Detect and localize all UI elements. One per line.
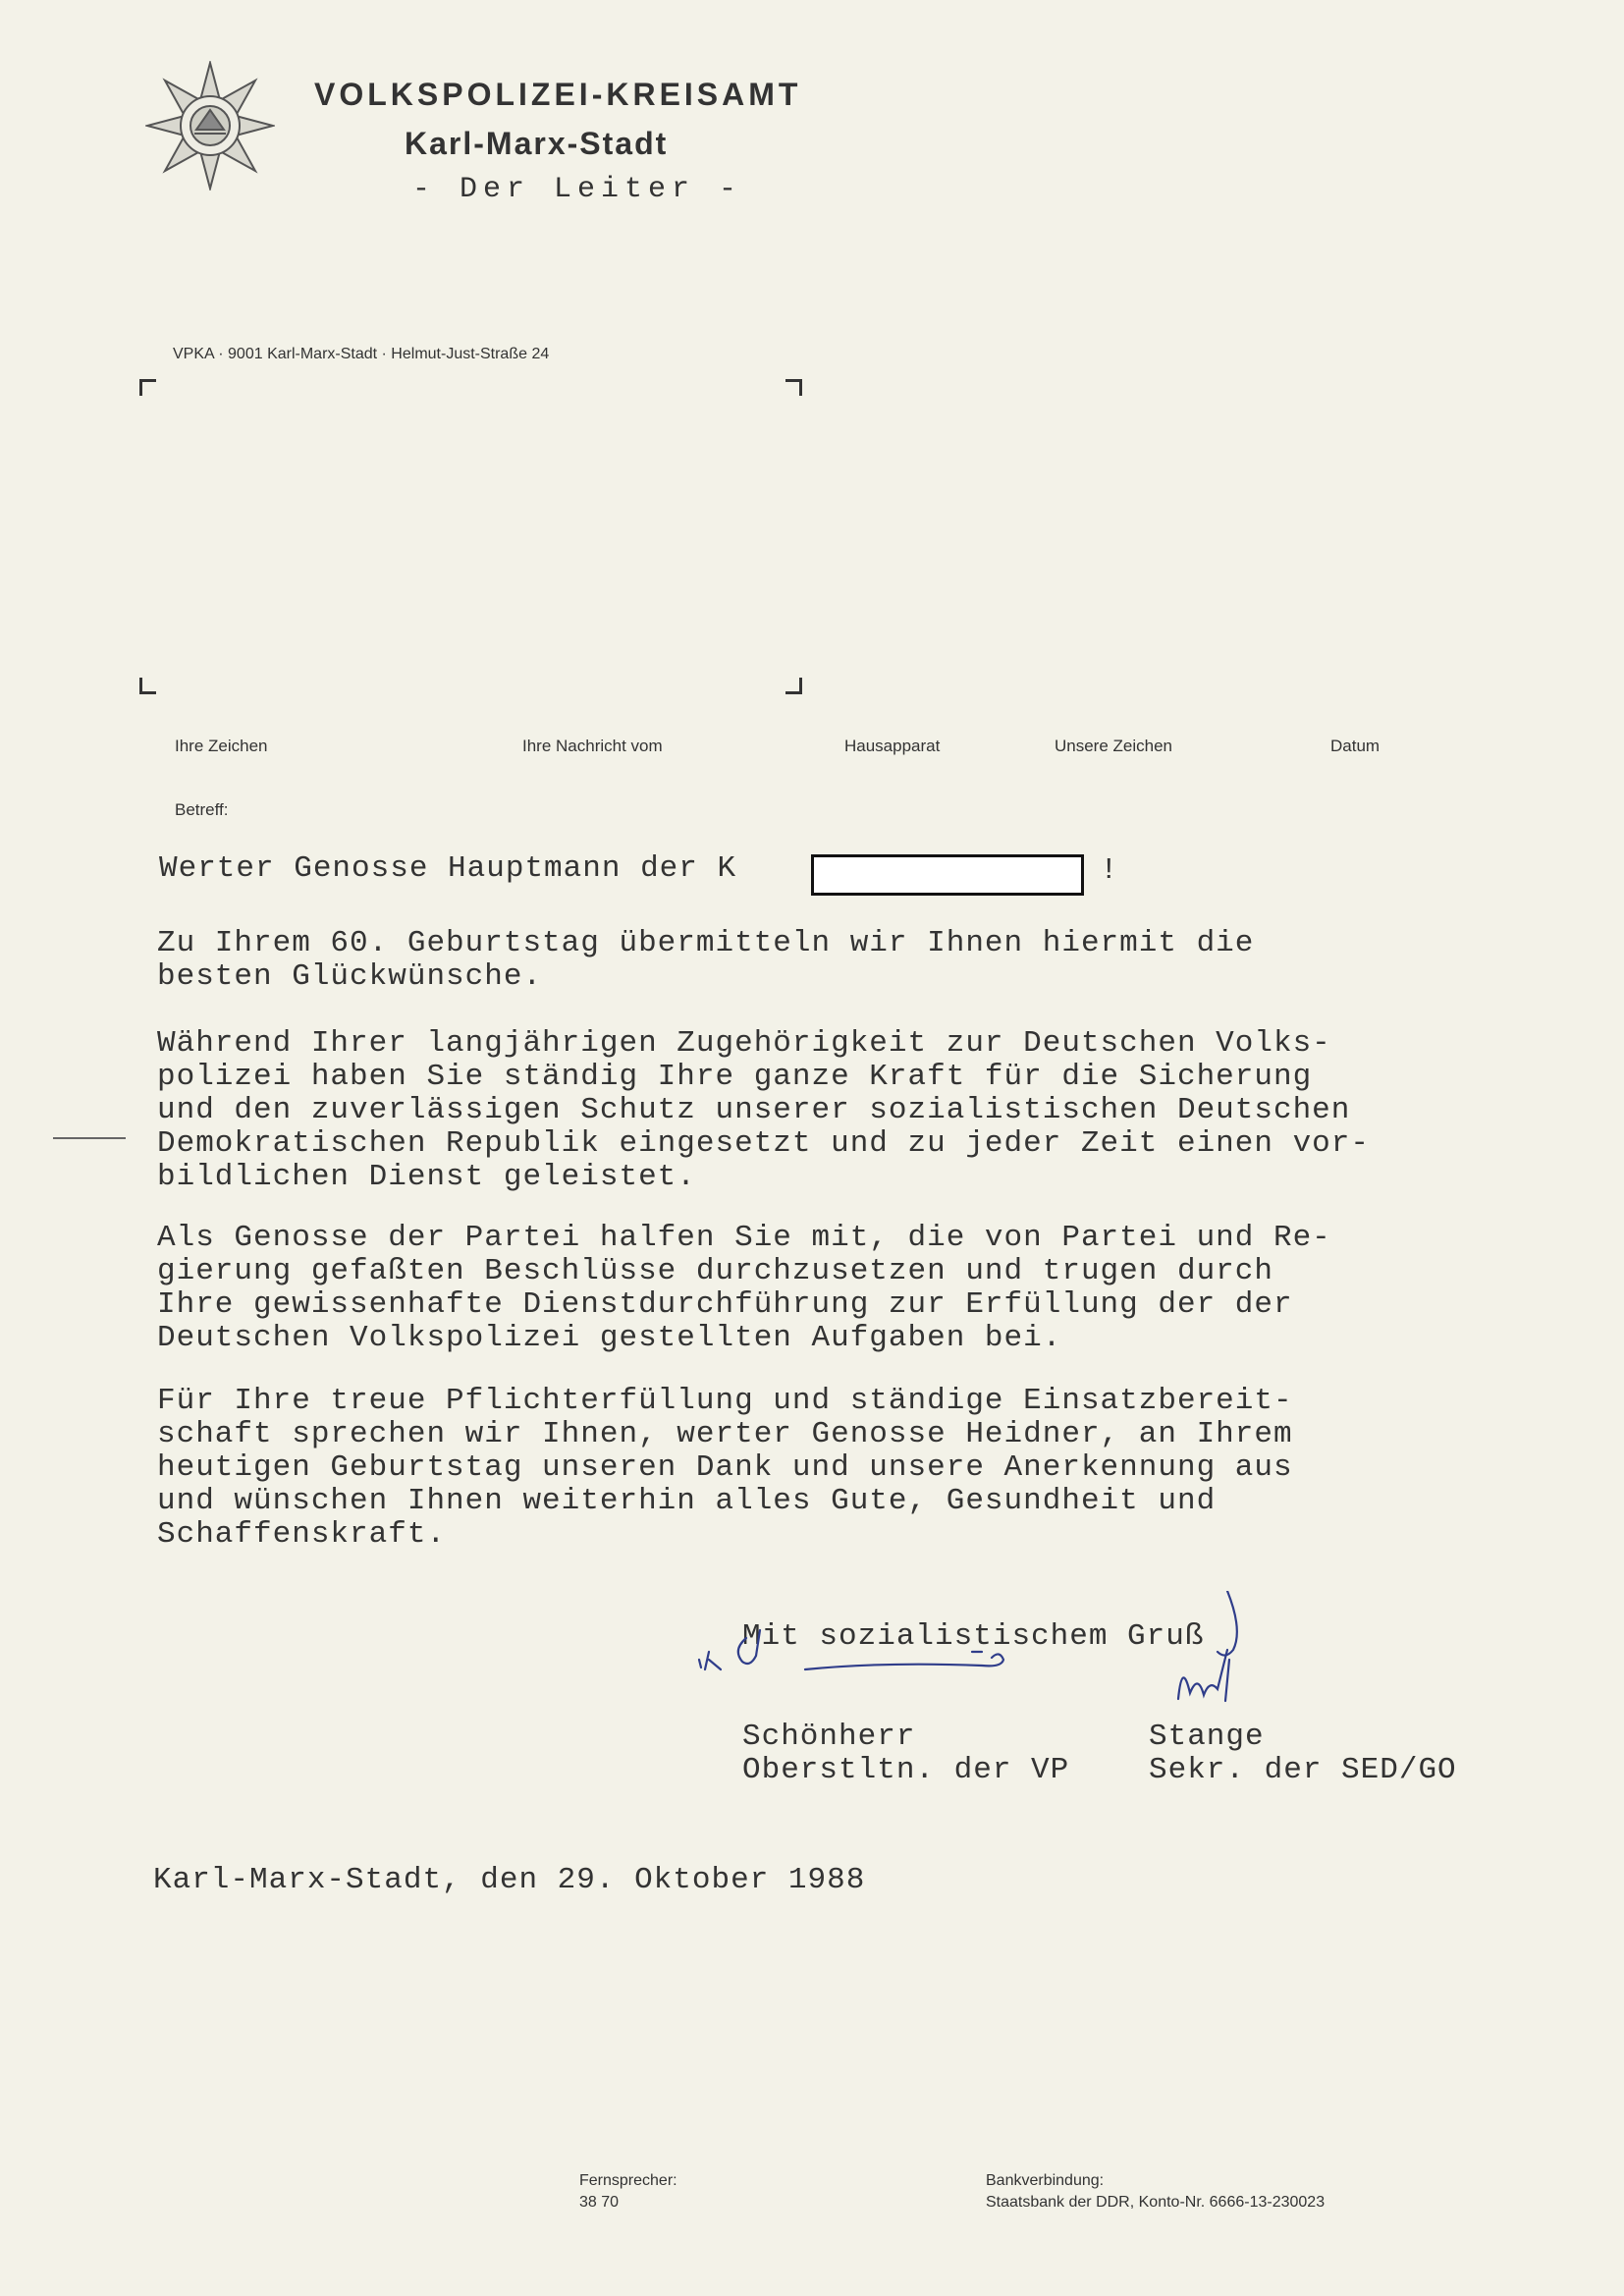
label-datum: Datum [1330, 737, 1380, 755]
paragraph-1: Zu Ihrem 60. Geburtstag übermitteln wir Ihnen hiermit die besten Glückwünsche. [157, 926, 1255, 994]
letterhead-city: Karl-Marx-Stadt [405, 126, 669, 161]
police-star-emblem-icon [145, 61, 275, 191]
label-betreff: Betreff: [175, 800, 229, 819]
signatory-2: Stange Sekr. der SED/GO [1149, 1720, 1457, 1787]
letterhead-subtitle: - Der Leiter - [412, 173, 743, 206]
salutation: Werter Genosse Hauptmann der K [159, 851, 737, 886]
paragraph-4: Für Ihre treue Pflichterfüllung und ständige Einsatzbereit- schaft sprechen wir Ihnen, werter Genosse Heidner, an Ihrem heutigen Geburtstag unseren Dank und unsere Anerkennung aus und wünschen Ihnen weiterhin alles Gute, Gesundheit und Schaffenskraft. [157, 1384, 1293, 1552]
signatory-1: Schönherr Oberstltn. der VP [742, 1720, 1070, 1787]
closing: Mit sozialistischem Gruß [742, 1619, 1205, 1654]
letterhead-title: VOLKSPOLIZEI-KREISAMT [314, 77, 802, 112]
paragraph-2: Während Ihrer langjährigen Zugehörigkeit zur Deutschen Volks- polizei haben Sie ständig Ihre ganze Kraft für die Sicherung und den zuverlässigen Schutz unserer sozialistischen Deutschen Demokratischen Republik eingesetzt und zu jeder Zeit einen vor- bildlichen Dienst geleistet. [157, 1026, 1370, 1194]
handwritten-signatures [687, 1591, 1296, 1738]
redaction-box [811, 854, 1084, 896]
address-window-corner [139, 379, 156, 396]
address-window-corner [785, 379, 802, 396]
address-window-corner [785, 678, 802, 694]
footer-bank: Bankverbindung: Staatsbank der DDR, Konto-Nr. 6666-13-230023 [986, 2172, 1326, 2211]
fold-mark [53, 1137, 126, 1139]
footer-phone: Fernsprecher: 38 70 [579, 2172, 677, 2211]
sender-address: VPKA · 9001 Karl-Marx-Stadt · Helmut-Just-Straße 24 [173, 346, 550, 362]
address-window-corner [139, 678, 156, 694]
paragraph-3: Als Genosse der Partei halfen Sie mit, die von Partei und Re- gierung gefaßten Beschlüsse durchzusetzen und trugen durch Ihre gewissenhafte Dienstdurchführung zur Erfüllung der der Deutschen Volkspolizei gestellten Aufgaben bei. [157, 1221, 1331, 1355]
label-unsere-zeichen: Unsere Zeichen [1055, 737, 1173, 755]
label-ihre-nachricht: Ihre Nachricht vom [522, 737, 663, 755]
date-line: Karl-Marx-Stadt, den 29. Oktober 1988 [153, 1863, 866, 1897]
label-ihre-zeichen: Ihre Zeichen [175, 737, 268, 755]
salutation-end: ! [1100, 853, 1119, 888]
label-hausapparat: Hausapparat [844, 737, 941, 755]
